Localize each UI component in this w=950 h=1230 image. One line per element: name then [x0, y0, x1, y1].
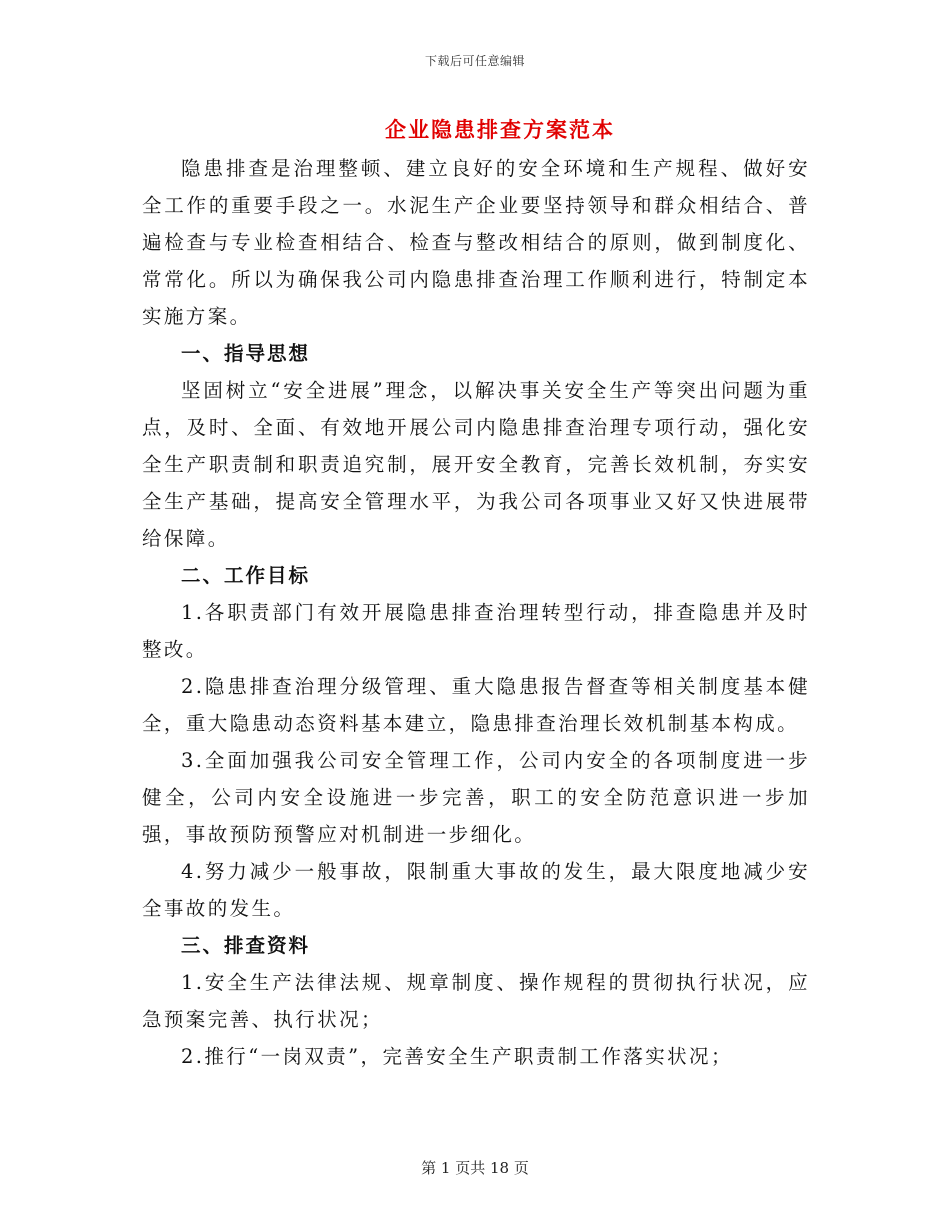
document-body — [142, 150, 810, 1075]
work-goal-item: 1.各职责部门有效开展隐患排查治理转型行动，排查隐患并及时整改。 — [142, 601, 810, 661]
section-heading-work-goals: 二、工作目标 — [181, 564, 311, 587]
page-header: 下载后可任意编辑 — [424, 54, 525, 68]
inspection-item: 2.推行“一岗双责”，完善安全生产职责制工作落实状况； — [181, 1045, 733, 1068]
guiding-ideology-paragraph: 坚固树立“安全进展”理念，以解决事关安全生产等突出问题为重点，及时、全面、有效地开展公司内隐患排查治理专项行动，强化安全生产职责制和职责追究制，展开安全教育，完善长效机制，夯实安全生产基础，提高安全管理水平，为我公司各项事业又好又快进展带给保障。 — [142, 379, 810, 550]
section-heading-inspection-materials: 三、排查资料 — [181, 934, 311, 957]
work-goal-item: 4.努力减少一般事故，限制重大事故的发生，最大限度地减少安全事故的发生。 — [142, 860, 810, 920]
work-goal-item: 3.全面加强我公司安全管理工作，公司内安全的各项制度进一步健全，公司内安全设施进一步完善，职工的安全防范意识进一步加强，事故预防预警应对机制进一步细化。 — [142, 749, 810, 846]
inspection-item: 1.安全生产法律法规、规章制度、操作规程的贯彻执行状况，应急预案完善、执行状况； — [142, 971, 810, 1031]
document-title: 企业隐患排查方案范本 — [385, 117, 615, 142]
work-goal-item: 2.隐患排查治理分级管理、重大隐患报告督查等相关制度基本健全，重大隐患动态资料基本建立，隐患排查治理长效机制基本构成。 — [142, 675, 810, 735]
page-number: 第 1 页共 18 页 — [421, 1159, 529, 1177]
section-heading-guiding-ideology: 一、指导思想 — [181, 342, 311, 365]
intro-paragraph: 隐患排查是治理整顿、建立良好的安全环境和生产规程、做好安全工作的重要手段之一。水泥生产企业要坚持领导和群众相结合、普遍检查与专业检查相结合、检查与整改相结合的原则，做到制度化、常常化。所以为确保我公司内隐患排查治理工作顺利进行，特制定本实施方案。 — [142, 157, 810, 328]
